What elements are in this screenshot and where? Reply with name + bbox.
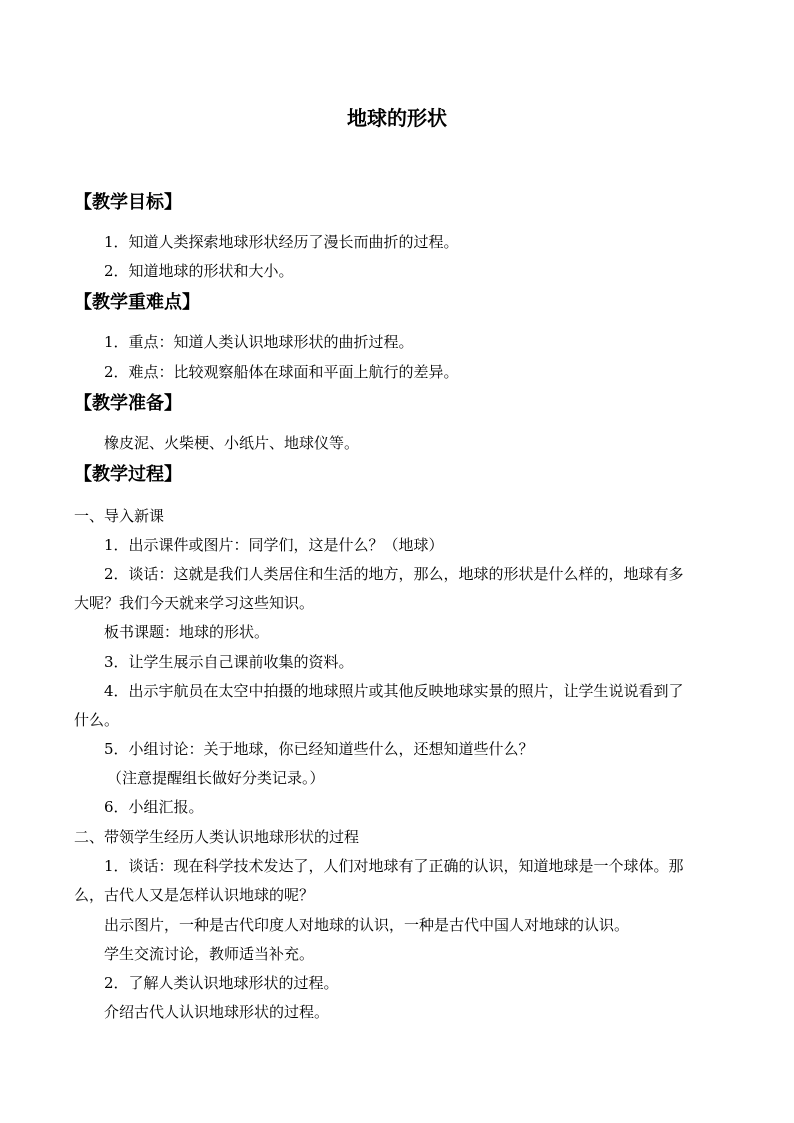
process-part1-line: 4．出示宇航员在太空中拍摄的地球照片或其他反映地球实景的照片，让学生说说看到了	[104, 682, 684, 700]
goal-item-1: 1．知道人类探索地球形状经历了漫长而曲折的过程。	[104, 233, 459, 251]
section-heading-preparation: 【教学准备】	[74, 393, 182, 414]
process-part1-line: 板书课题：地球的形状。	[104, 623, 270, 641]
section-heading-goals: 【教学目标】	[74, 192, 182, 213]
key-point-item-2: 2．难点：比较观察船体在球面和平面上航行的差异。	[104, 363, 459, 381]
process-part1-line: 大呢？我们今天就来学习这些知识。	[74, 594, 315, 612]
section-heading-process: 【教学过程】	[74, 464, 182, 485]
process-part2-line: 2．了解人类认识地球形状的过程。	[104, 974, 339, 992]
process-part1-line: 6．小组汇报。	[104, 798, 204, 816]
process-part2-line: 介绍古代人认识地球形状的过程。	[104, 1003, 330, 1021]
process-part1-line: 3．让学生展示自己课前收集的资料。	[104, 653, 354, 671]
process-part2-line: 1．谈话：现在科学技术发达了，人们对地球有了正确的认识，知道地球是一个球体。那	[104, 857, 684, 875]
page-title: 地球的形状	[347, 106, 447, 130]
process-part1-title: 一、导入新课	[74, 507, 165, 525]
process-part1-line: 2．谈话：这就是我们人类居住和生活的地方，那么，地球的形状是什么样的，地球有多	[104, 565, 684, 583]
process-part2-line: 么，古代人又是怎样认识地球的呢？	[74, 886, 315, 904]
process-part1-line: 5．小组讨论：关于地球，你已经知道些什么，还想知道些什么？	[104, 740, 534, 758]
process-part2-line: 出示图片，一种是古代印度人对地球的认识，一种是古代中国人对地球的认识。	[104, 916, 630, 934]
process-part1-line: 1．出示课件或图片：同学们，这是什么？（地球）	[104, 536, 444, 554]
process-part2-line: 学生交流讨论，教师适当补充。	[104, 945, 315, 963]
section-heading-key-points: 【教学重难点】	[74, 292, 200, 313]
preparation-text: 橡皮泥、火柴梗、小纸片、地球仪等。	[104, 434, 360, 452]
key-point-item-1: 1．重点：知道人类认识地球形状的曲折过程。	[104, 333, 414, 351]
process-part1-line: 什么。	[74, 711, 120, 729]
process-part2-title: 二、带领学生经历人类认识地球形状的过程	[74, 828, 360, 846]
process-part1-line: （注意提醒组长做好分类记录。）	[107, 769, 325, 787]
goal-item-2: 2．知道地球的形状和大小。	[104, 262, 294, 280]
